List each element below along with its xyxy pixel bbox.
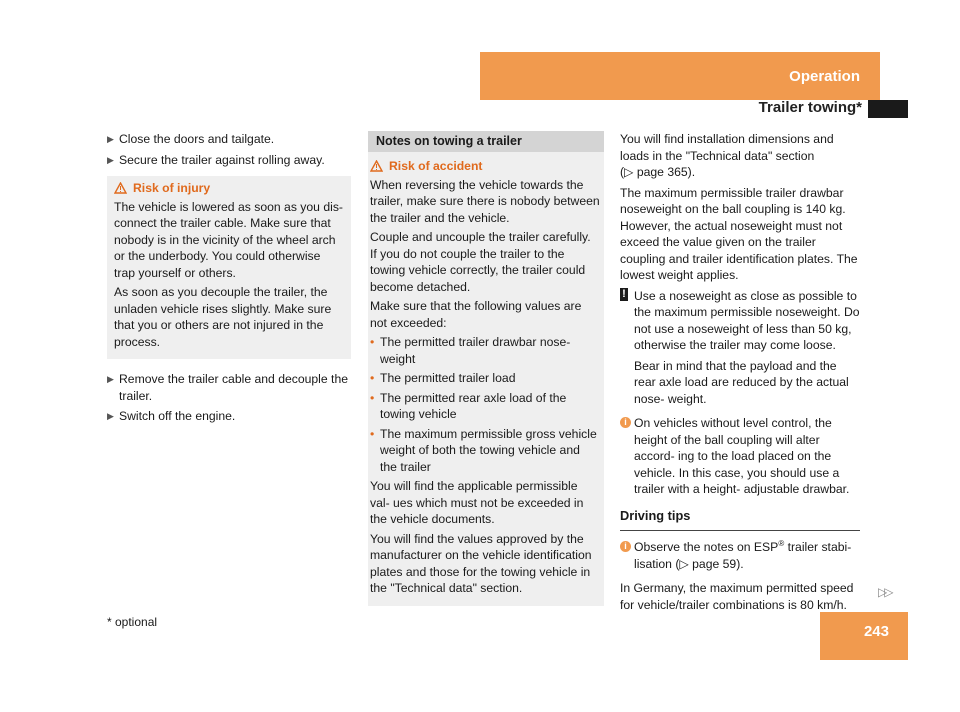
notes-paragraph: You will find the values approved by the manufacturer on the vehicle identification plates and those for the towing vehicle in the "Technical data" section. — [370, 531, 592, 595]
warning-title — [114, 180, 344, 197]
step-arrow-icon: ▶ — [107, 411, 114, 421]
section-label: Operation — [789, 68, 860, 85]
step-arrow-icon: ▶ — [107, 134, 114, 144]
bullet-text: The maximum permissible gross vehicle weight of both the towing vehicle and the trailer — [380, 426, 597, 474]
subheading-driving-tips: Driving tips — [620, 508, 860, 532]
bullet-dot-icon: • — [370, 390, 375, 405]
bullet-dot-icon: • — [370, 335, 375, 349]
bullet-item — [370, 370, 600, 387]
body-paragraph: In Germany, the maximum permitted speed for vehicle/trailer combinations is 80 km/h. — [620, 581, 854, 612]
bullet-item — [370, 334, 600, 367]
step-text: Close the doors and tailgate. — [119, 132, 275, 146]
step-text: Remove the trailer cable and decouple the trailer. — [119, 372, 348, 403]
bullet-dot-icon: • — [370, 426, 375, 441]
notes-paragraph: Make sure that the following values are not exceeded: — [370, 299, 582, 330]
bullet-text: The permitted trailer load — [380, 371, 516, 385]
column-right — [620, 131, 860, 617]
notes-box — [368, 131, 604, 606]
bullet-text: The permitted rear axle load of the towing vehicle — [380, 390, 567, 421]
warning-paragraph: As soon as you decouple the trailer, the unladen vehicle rises slightly. Make sure that you or others are not injured in the process. — [114, 285, 332, 349]
important-note — [620, 288, 860, 408]
important-text: Use a noseweight as close as possible to the maximum permissible noseweight. Do not use a noseweight of less than 50 kg, otherwise the trailer may come loose. — [634, 288, 860, 352]
notes-heading: Notes on towing a trailer — [368, 131, 604, 152]
warning-title — [370, 158, 600, 175]
footnote: * optional — [107, 615, 158, 629]
page-number: 243 — [863, 623, 889, 640]
registered-mark: ® — [778, 538, 785, 548]
warning-triangle-icon — [370, 160, 383, 172]
page-reference: (▷ page 365). — [620, 165, 696, 179]
step-arrow-icon: ▶ — [107, 374, 114, 384]
tip-text: Observe the notes on ESP — [634, 540, 779, 554]
page-number-box — [820, 612, 908, 660]
warning-triangle-icon — [114, 182, 127, 194]
bullet-dot-icon: • — [370, 371, 375, 385]
warning-title-text: Risk of injury — [133, 181, 211, 195]
corner-marker — [868, 100, 908, 118]
step-item — [107, 131, 351, 148]
info-icon: i — [620, 417, 631, 428]
warning-paragraph: The vehicle is lowered as soon as you dis- connect the trailer cable. Make sure that nobody is in the vicinity of the wheel arch or the underbody. You could otherwise trap yourself or others. — [114, 199, 343, 280]
page-title: Trailer towing* — [758, 99, 862, 116]
notes-paragraph: You will find the applicable permissible val- ues which must not be exceeded in the vehicle documents. — [370, 479, 584, 526]
notes-paragraph: Couple and uncouple the trailer carefully. If you do not couple the trailer to the towing vehicle correctly, the trailer could become detached. — [370, 230, 591, 294]
bullet-item — [370, 426, 600, 476]
body-text: You will find installation dimensions and loads in the "Technical data" section — [620, 132, 834, 163]
notes-paragraph: When reversing the vehicle towards the trailer, make sure there is nobody between the trailer and the vehicle. — [370, 177, 600, 225]
notes-content — [368, 158, 604, 597]
tip-text: trailer stabi- lisation (▷ page 59). — [634, 540, 852, 571]
info-note — [620, 415, 860, 498]
step-item — [107, 408, 351, 425]
step-item — [107, 371, 351, 404]
step-item — [107, 152, 351, 169]
body-paragraph: The maximum permissible trailer drawbar noseweight on the ball coupling is 140 kg. However, the actual noseweight must not exceed the value given on the trailer coupling and trailer identification plates. The lowest weight applies. — [620, 185, 858, 282]
step-text: Switch off the engine. — [119, 409, 236, 423]
warning-box — [107, 176, 351, 359]
continue-arrow-icon: ▷▷ — [878, 585, 891, 599]
column-left — [107, 131, 351, 429]
info-icon: i — [620, 541, 631, 552]
bullet-text: The permitted trailer drawbar nose- weight — [380, 335, 571, 366]
body-paragraph — [620, 131, 860, 181]
info-text — [634, 539, 860, 572]
exclamation-icon: ! — [620, 288, 628, 301]
warning-title-text: Risk of accident — [389, 159, 483, 173]
info-text: On vehicles without level control, the height of the ball coupling will alter accord- ing to the load placed on the vehicle. In this case, you should use a trailer with a height- adjustable drawbar. — [634, 416, 850, 496]
important-text: Bear in mind that the payload and the rear axle load are reduced by the actual nose- weight. — [634, 358, 849, 406]
step-arrow-icon: ▶ — [107, 154, 114, 165]
section-tab — [480, 52, 880, 100]
info-note — [620, 539, 860, 572]
bullet-item — [370, 390, 600, 423]
step-text: Secure the trailer against rolling away. — [119, 152, 325, 167]
